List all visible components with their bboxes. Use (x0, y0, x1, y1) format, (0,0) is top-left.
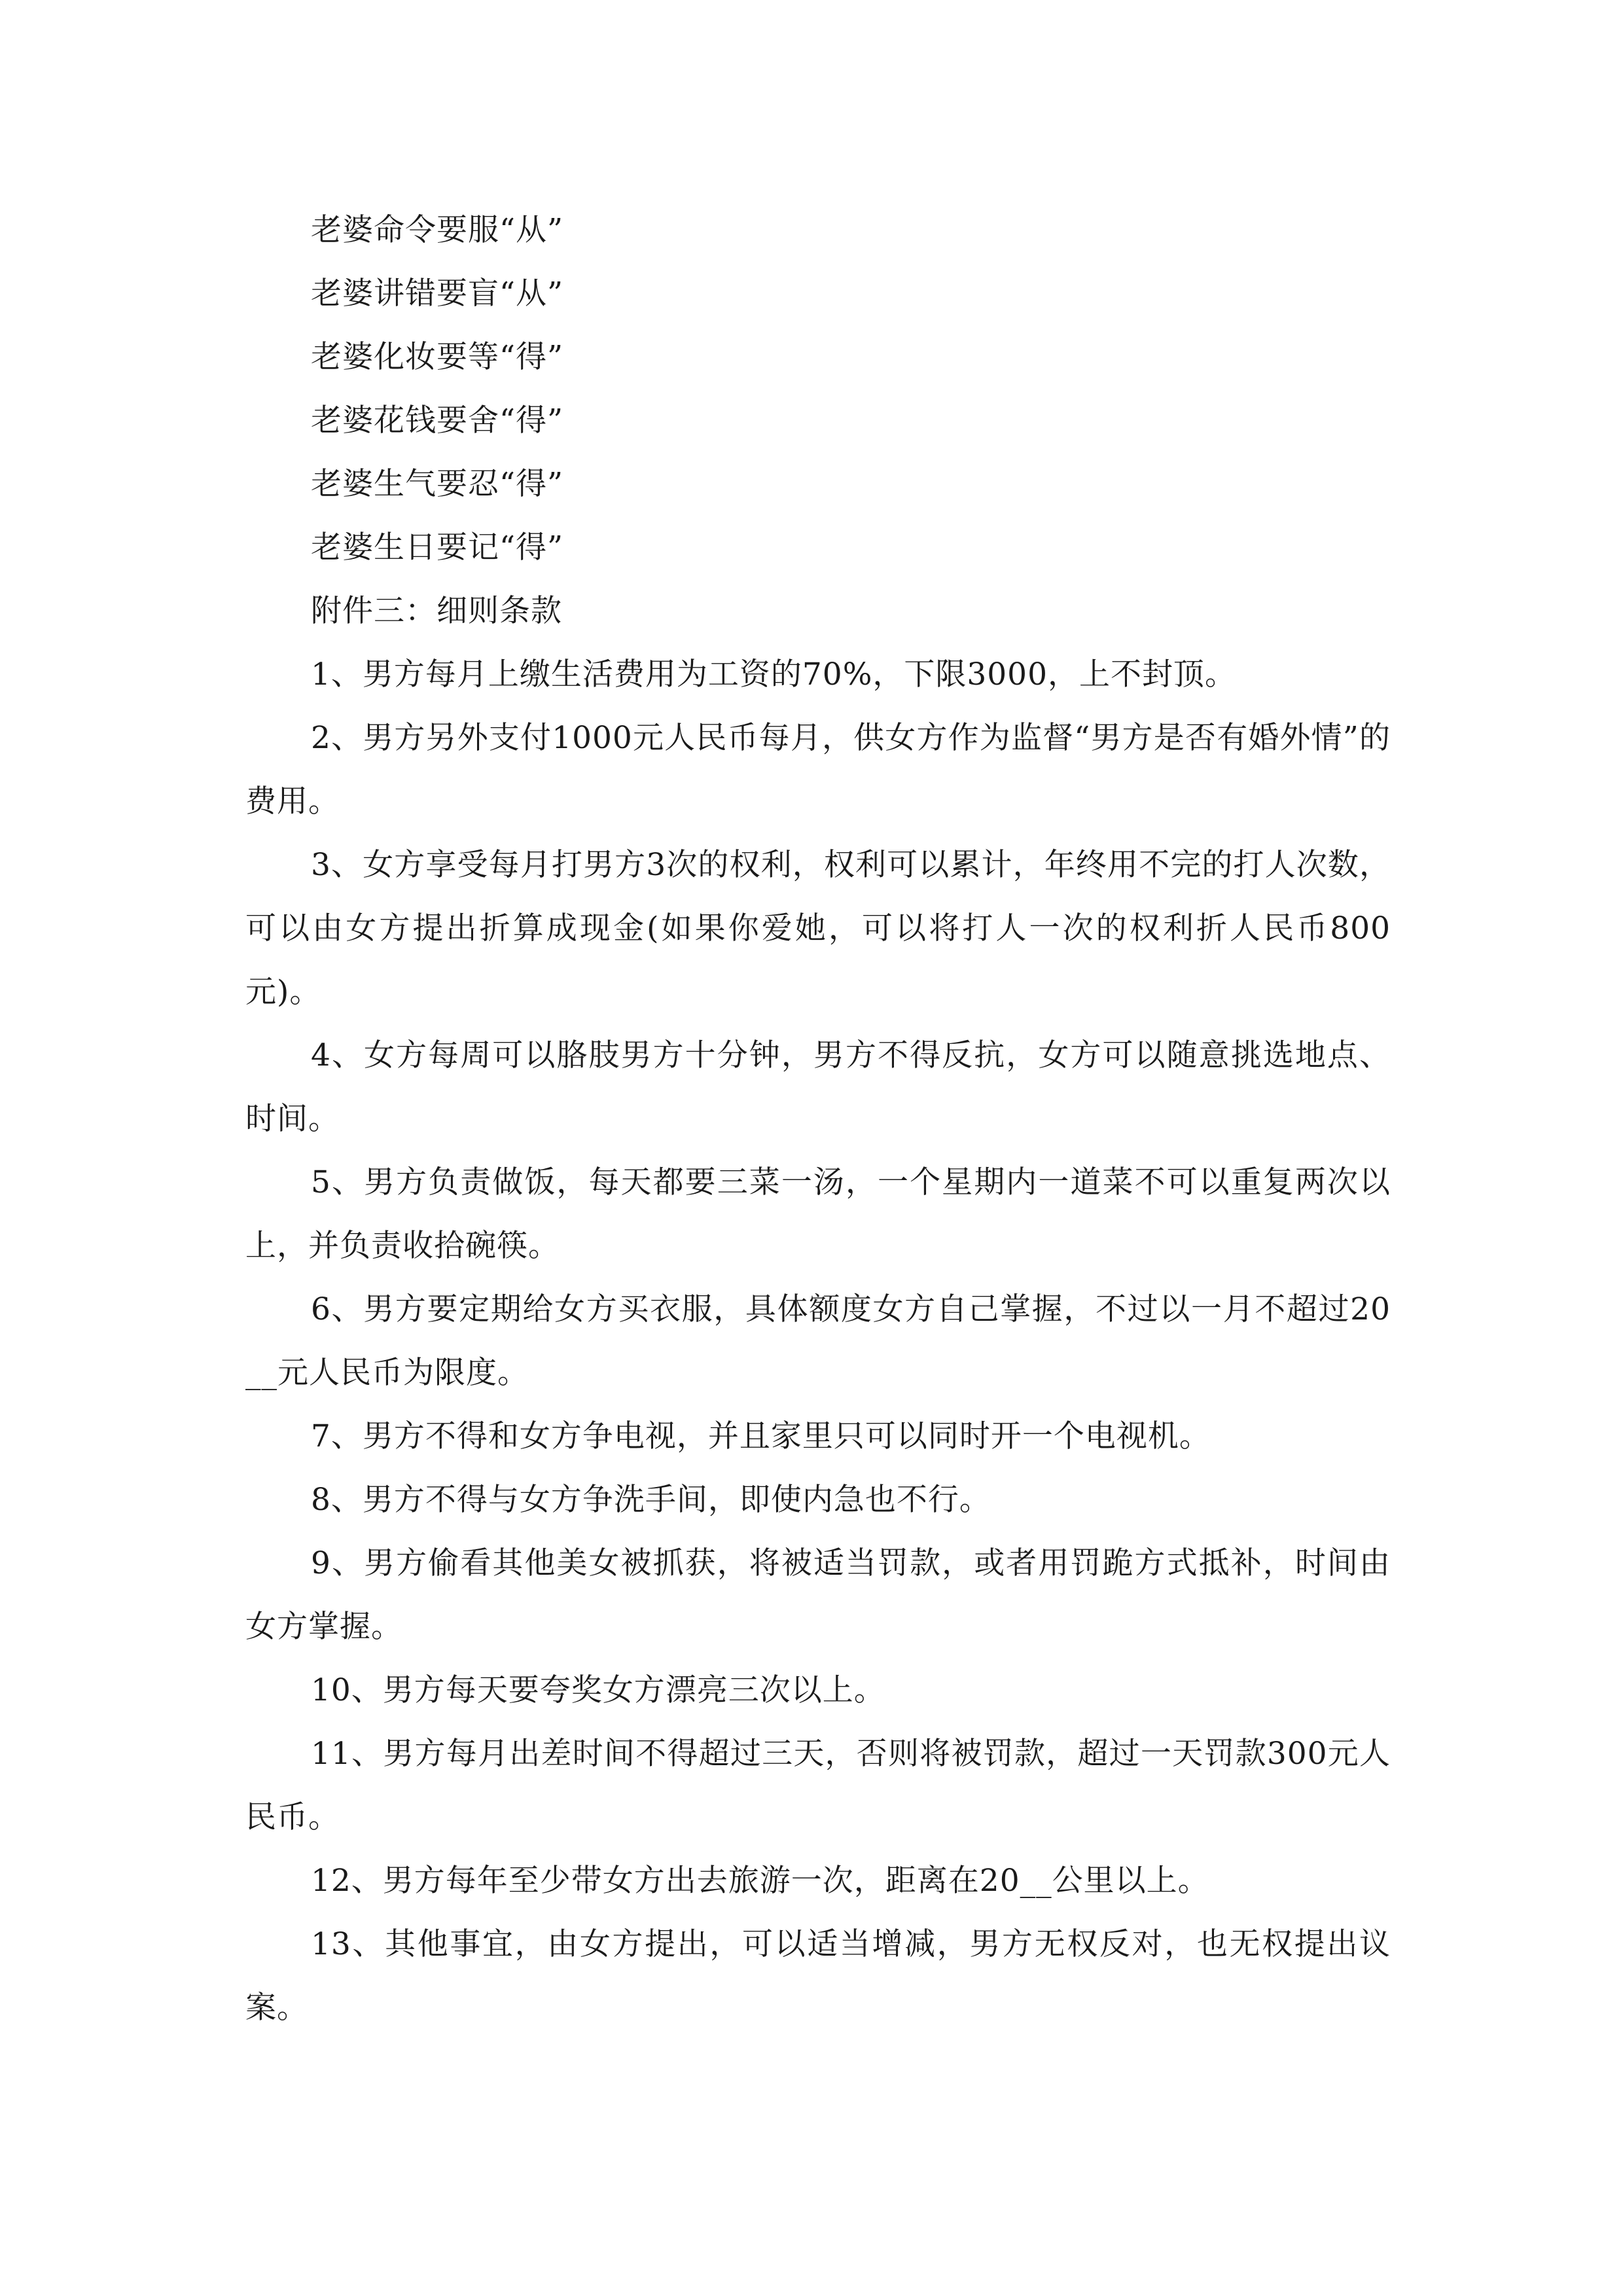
verse-line: 老婆讲错要盲“从” (311, 276, 564, 312)
clause-paragraph: 5、男方负责做饭，每天都要三菜一汤，一个星期内一道菜不可以重复两次以上，并负责收拾碗筷。 (245, 1164, 1391, 1264)
clause-paragraph: 10、男方每天要夸奖女方漂亮三次以上。 (311, 1672, 885, 1708)
verse-line: 老婆化妆要等“得” (311, 339, 564, 375)
verse-line: 老婆生气要忍“得” (311, 466, 564, 502)
clause-paragraph: 12、男方每年至少带女方出去旅游一次，距离在20__公里以上。 (311, 1863, 1209, 1899)
clause-paragraph: 8、男方不得与女方争洗手间，即使内急也不行。 (311, 1482, 991, 1518)
clause-paragraph: 3、女方享受每月打男方3次的权利，权利可以累计，年终用不完的打人次数，可以由女方提出折算成现金(如果你爱她，可以将打人一次的权利折人民币800元)。 (245, 847, 1391, 1010)
clause-paragraph: 11、男方每月出差时间不得超过三天，否则将被罚款，超过一天罚款300元人民币。 (245, 1736, 1391, 1835)
clause-paragraph: 1、男方每月上缴生活费用为工资的70%，下限3000，上不封顶。 (311, 656, 1236, 692)
verse-line: 老婆生日要记“得” (311, 529, 564, 565)
clause-paragraph: 9、男方偷看其他美女被抓获，将被适当罚款，或者用罚跪方式抵补，时间由女方掌握。 (245, 1545, 1391, 1645)
verse-line: 老婆命令要服“从” (311, 212, 564, 248)
clause-paragraph: 2、男方另外支付1000元人民币每月，供女方作为监督“男方是否有婚外情”的费用。 (245, 720, 1391, 819)
document-body (245, 198, 1391, 2039)
clause-paragraph: 7、男方不得和女方争电视，并且家里只可以同时开一个电视机。 (311, 1418, 1211, 1454)
appendix-title: 附件三：细则条款 (311, 593, 562, 629)
clause-paragraph: 4、女方每周可以胳肢男方十分钟，男方不得反抗，女方可以随意挑选地点、时间。 (245, 1037, 1391, 1137)
clause-paragraph: 6、男方要定期给女方买衣服，具体额度女方自己掌握，不过以一月不超过20__元人民币为限度。 (245, 1291, 1391, 1391)
clause-paragraph: 13、其他事宜，由女方提出，可以适当增减，男方无权反对，也无权提出议案。 (245, 1926, 1391, 2026)
verse-line: 老婆花钱要舍“得” (311, 403, 564, 439)
